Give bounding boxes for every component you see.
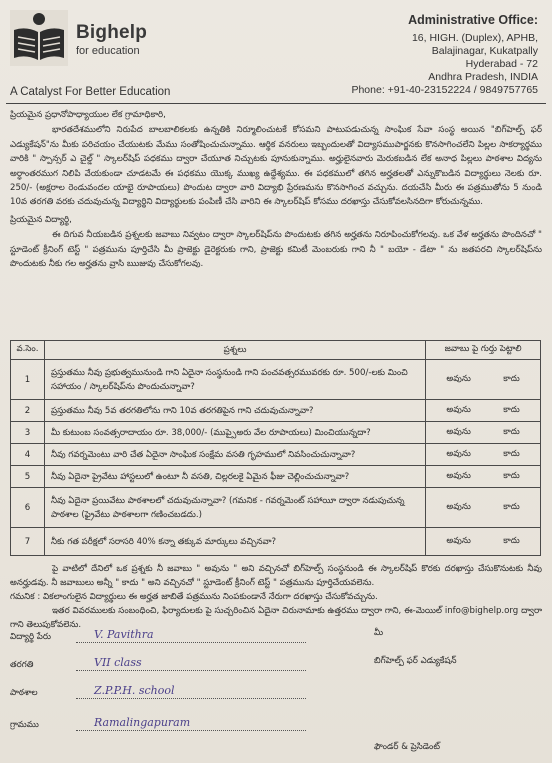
answer-no[interactable]: కాదు	[503, 373, 520, 384]
office-line: 16, HIGH. (Duplex), APHB,	[411, 32, 538, 44]
answer-yes[interactable]: అవును	[446, 535, 471, 546]
answer-no[interactable]: కాదు	[503, 404, 520, 415]
school-field[interactable]: Z.P.P.H. school	[94, 684, 175, 697]
form-row-village	[10, 716, 542, 734]
header-serial: వ.సెం.	[11, 341, 45, 360]
answer-yes[interactable]: అవును	[446, 448, 471, 459]
office-line: Hyderabad - 72	[465, 58, 538, 70]
school-line	[76, 698, 306, 699]
student-paragraph: ఈ దిగువ నీయబడిన ప్రశ్నలకు జవాబు నివ్వటం ద్వారా స్కాలర్‌షిప్‌ను పొందుటకు తగిన అర్హతను నిరూపించుకోగలవు. ఒక వేళ అర్హతను పొందినచో " స్టూడెంట్ క్రీనింగ్ టెస్ట్ " పత్రమును పూర్తిచేసి మీ ప్రాజెక్టు డైరెక్టరుకు గాని, ప్రాజెక్టు కమిటీ మెంబరుకు గాని నీ " బయో - డేటా " ను జతపరచి స్కాలర్‌షిప్‌ను పొందుటకు నీకు గల అర్హతను వ్రాసి ఋజువు చేసుకోగలవు.	[10, 230, 542, 270]
answer-cell[interactable]	[426, 528, 541, 556]
office-phone: Phone: +91-40-23152224 / 9849757765	[351, 84, 538, 96]
office-address	[328, 14, 538, 97]
row-number: 6	[11, 488, 45, 528]
name-label: విద్యార్థి పేరు	[10, 632, 51, 642]
header-divider	[6, 103, 546, 104]
brand	[76, 22, 147, 57]
intro-paragraph: భారతదేశములోని నిరుపేద బాలబాలికలకు ఉన్నతికి నిర్మూలించుటకే కోసమని పాటుపడుచున్న సాంఘిక సేవా సంస్థ అయిన "బిగ్‌హెల్ప్ ఫర్ ఎడ్యుకేషన్"ను మీకు పరిచయం చేయుటకు మేము సంతోషించుచున్నాము. ఆర్థిక వనరులు ఇబ్బందులతో విద్యాసముపార్జనకు కొనసాగించలేని పిల్లల సాకర్యార్థము వారికి " స్పాన్సర్ ఎ చైల్డ్ " స్కాలర్‌షిప్ పధకము ద్వారా చేయూత నిచ్చుటకు పూనుకున్నాము. అర్హులైనవారు మెరుకబడిన లేక అనాధ పిల్లలు పాఠశాల విద్యను అర్ధాంతరముగ నిలిపి వేయకుండా చూడటమే ఈ పధకము యొక్క ముఖ్య ఉద్దేశ్యము. ఈ పధకములో తగిన అర్హతలతో ఎన్నుకొబడిన విద్యార్థులు నెలకు రూ. 250/- (అక్షరాల రెండువందల యాభై రూపాయలు) పొందుట ద్వారా వారి విద్యాభి ప్రేరణమను కొనసాగించ వచ్చును. దయచేసి మీరు ఈ పత్రముతోను 5 నుండి 10వ తరగతి వరకు చదువుచున్న విద్యార్థిని విద్యార్థులకు పంపిణీ చేసి వారిని ఈ స్కాలర్‌షిప్ కోసము దరఖాస్తు చేసుకోవలసినదిగా కోరుచున్నము.	[10, 125, 542, 208]
office-line: Balajinagar, Kukatpally	[431, 45, 538, 57]
answer-yes[interactable]: అవును	[446, 470, 471, 481]
question-text: ప్రస్తుతము నీవు ప్రభుత్వమునుండి గాని ఏదైనా సంస్థనుండి గాని పంచవత్సరమువరకు రూ. 500/-లకు మించి సహాయం / స్కాలర్‌షిప్‌ను పొందుచున్నావా?	[44, 360, 425, 400]
school-label: పాఠశాల	[10, 688, 38, 698]
question-text: మీ కుటుంబ సంవత్సరాదాయం రూ. 38,000/- (ముప్పైఅరు వేల రూపాయలు) మించియున్నదా?	[44, 422, 425, 444]
answer-no[interactable]: కాదు	[503, 448, 520, 459]
contact-paragraph: ఇతర వివరములకు సంబంధించి, ఫిర్యాదులకు పై సుచ్చరించిన ఏదైనా చిరునామాకు ఉత్తరము ద్వారా గాని, ఈ-మెయిల్ info@bighelp.org ద్వారా గాని తెలుపుకోవలెను.	[10, 606, 542, 630]
answer-cell[interactable]	[426, 466, 541, 488]
answer-no[interactable]: కాదు	[503, 535, 520, 546]
table-row	[11, 528, 541, 556]
question-text: నీవు ఏదైనా ప్రయివేటు పాఠశాలలో చదువుచున్నావా? (గమనిక - గవర్నమెంట్ సహాయీ ద్వారా నడుపుచున్న పాఠశాల (ఫ్రైవేటు పాఠశాలగా గణించబడదు.)	[44, 488, 425, 528]
village-field[interactable]: Ramalingapuram	[94, 716, 191, 729]
answer-yes[interactable]: అవును	[446, 501, 471, 512]
eligibility-table	[10, 340, 541, 556]
row-number: 4	[11, 444, 45, 466]
office-title: Administrative Office:	[408, 13, 538, 27]
greeting-headmaster: ప్రియమైన ప్రధానోపాధ్యాయుల లేక గ్రామాధికారి,	[10, 110, 166, 120]
class-line	[76, 670, 306, 671]
name-line	[76, 642, 306, 643]
table-row	[11, 400, 541, 422]
class-field[interactable]: VII class	[94, 656, 142, 669]
table-row	[11, 422, 541, 444]
bighelp-logo	[8, 10, 70, 66]
sign-role: ఫౌండర్ & ప్రెసిడెంట్	[374, 742, 440, 752]
instruction-paragraph: పై వాటిలో దేనిలో ఒక ప్రశ్నకు నీ జవాబు " అవును " అని వచ్చినచో బిగ్‌హెల్ప్ సంస్థనుండి ఈ స్కాలర్‌షిప్ కొరకు దరఖాస్తు చేసుకొనుటకు నీవు అనర్హుడవు. నీ జవాబులు అన్నీ " కాదు " అని వచ్చినచో " స్టూడెంట్ క్రీనింగ్ టెస్ట్ " పత్రమును పూర్తిచేయవలెను.	[10, 564, 542, 588]
greeting-student: ప్రియమైన విద్యార్థి,	[10, 214, 72, 225]
name-field[interactable]: V. Pavithra	[94, 628, 154, 641]
brand-subtitle: for education	[76, 45, 140, 57]
row-number: 7	[11, 528, 45, 556]
form-row-school	[10, 684, 542, 702]
letter-body	[10, 108, 542, 271]
question-text: నీవు ఏదైనా ప్రైవేటు హాస్టలులో ఉంటూ నీ వసతి, చిల్లరలకై ఏమైన ఫీజు చెల్లించుచున్నావా?	[44, 466, 425, 488]
header-questions: ప్రశ్నలు	[44, 341, 425, 360]
question-text: నీకు గత పరీక్షలో సరాసరి 40% కన్నా తక్కువ మార్కులు వచ్చినవా?	[44, 528, 425, 556]
village-label: గ్రామము	[10, 720, 39, 730]
answer-cell[interactable]	[426, 444, 541, 466]
answer-cell[interactable]	[426, 400, 541, 422]
table-row	[11, 360, 541, 400]
note-text: గమనిక : వికలాంగులైన విద్యార్థులు ఈ అర్హత జాబితే పత్రమును నింపకుండానే నేరుగా దరఖాస్తు చేసుకోవచ్చును.	[10, 592, 378, 602]
village-line	[76, 730, 306, 731]
table-row	[11, 466, 541, 488]
office-line: Andhra Pradesh, INDIA	[428, 71, 538, 83]
row-number: 5	[11, 466, 45, 488]
class-label: తరగతి	[10, 660, 34, 670]
row-number: 3	[11, 422, 45, 444]
row-number: 1	[11, 360, 45, 400]
row-number: 2	[11, 400, 45, 422]
brand-name: Bighelp	[76, 22, 148, 43]
answer-no[interactable]: కాదు	[503, 501, 520, 512]
table-header-row	[11, 341, 541, 360]
answer-cell[interactable]	[426, 360, 541, 400]
question-text: ప్రస్తుతము నీవు 5వ తరగతిలోను గాని 10వ తరగతిపైన గాని చదువుచున్నావా?	[44, 400, 425, 422]
answer-cell[interactable]	[426, 488, 541, 528]
answer-yes[interactable]: అవును	[446, 373, 471, 384]
question-text: నీవు గవర్నమెంటు వారి చేత ఏదైనా సాంఘిక సంక్షేమ వసతి గృహములో నివసించుచున్నావా?	[44, 444, 425, 466]
answer-no[interactable]: కాదు	[503, 470, 520, 481]
answer-cell[interactable]	[426, 422, 541, 444]
table-row	[11, 488, 541, 528]
answer-no[interactable]: కాదు	[503, 426, 520, 437]
sign-yours: మీ	[374, 628, 384, 638]
sign-organization: బిగ్‌హెల్ప్ ఫర్ ఎడ్యుకేషన్	[374, 656, 457, 666]
footer-notes	[10, 562, 542, 632]
header-answer: జవాబు పై గుర్తు పెట్టాలి	[426, 341, 541, 360]
answer-yes[interactable]: అవును	[446, 404, 471, 415]
tagline: A Catalyst For Better Education	[10, 86, 171, 98]
table-row	[11, 444, 541, 466]
answer-yes[interactable]: అవును	[446, 426, 471, 437]
